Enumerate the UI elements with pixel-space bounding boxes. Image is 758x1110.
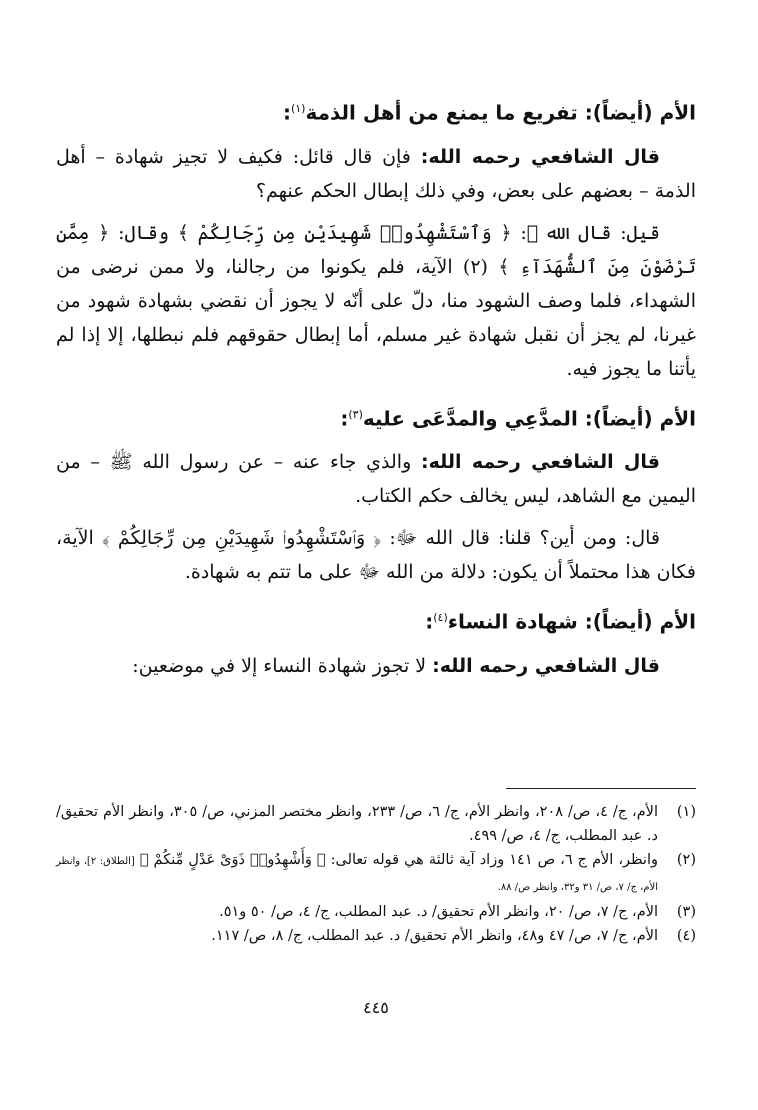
paragraph-text: قيل: قال الله ﷻ: ﴿ وَٱسْتَشْهِدُوا۟ شَهِيدَيْنِ مِن رِّجَالِكُمْ ﴾ وقال: ﴿ مِمَّن تَرْضَوْنَ مِنَ ٱلشُّهَدَآءِ ﴾ (٢) الآية، فلم يكونوا من رجالنا، ولا ممن نرضى من الشهداء، فلما وصف الشهود منا، دلّ على أنّه لا يجوز أن نقضي بشهادة شهود من غيرنا، لم يجز أن نقبل شهادة غير مسلم، أما إبطال حقوقهم فلم نبطلها، إلا إذا لم يأتنا ما يجوز فيه. [56, 221, 696, 380]
paragraph [56, 445, 696, 513]
footnote-number: (١) [676, 804, 696, 820]
book-page [56, 88, 696, 1088]
page-number: ٤٤٥ [363, 998, 389, 1017]
paragraph [56, 649, 696, 683]
paragraph [56, 140, 696, 208]
section-heading: الأم (أيضاً): تفريع ما يمنع من أهل الذمة$^{(١)}$: [282, 100, 696, 125]
footnote-item [56, 848, 696, 900]
footnote-item [56, 924, 696, 948]
footnote-number: (٣) [676, 904, 696, 920]
section-heading: الأم (أيضاً): المدَّعِي والمدَّعَى عليه$^{(٣)}$: [340, 406, 696, 431]
footnote-citation: [الطلاق: ٢]، وانظر الأم، ج/ ٧، ص/ ٣١ و٣٢، وانظر ص/ ٨٨. [56, 856, 658, 893]
footnote-marker[interactable]: (٤) [433, 611, 448, 625]
footnote-item [56, 800, 696, 848]
footnote-item [56, 900, 696, 924]
footnote-number: (٢) [676, 852, 696, 868]
footnotes-list [56, 800, 696, 948]
paragraph [56, 521, 696, 589]
section-2 [56, 394, 696, 590]
speaker-lead: قال الشافعي رحمه الله: [420, 145, 660, 168]
footnote-text: الأم، ج/ ٤، ص/ ٢٠٨، وانظر الأم، ج/ ٦، ص/ ٢٣٣، وانظر مختصر المزني، ص/ ٣٠٥، وانظر الأم تحقيق/ د. عبد المطلب، ج/ ٤، ص/ ٤٩٩. [56, 804, 658, 844]
paragraph-text: لا تجوز شهادة النساء إلا في موضعين: [132, 654, 433, 677]
section-1 [56, 88, 696, 386]
paragraph-text: والذي جاء عنه – عن رسول الله ﷺ – من اليمين مع الشاهد، ليس يخالف حكم الكتاب. [56, 451, 696, 508]
section-3 [56, 597, 696, 683]
footnote-number: (٤) [676, 928, 696, 944]
section-heading: الأم (أيضاً): شهادة النساء$^{(٤)}$: [425, 609, 696, 634]
footnote-marker[interactable]: (٣) [348, 407, 363, 421]
speaker-lead: قال الشافعي رحمه الله: [421, 451, 660, 474]
footnote-marker[interactable]: (١) [290, 102, 306, 115]
speaker-lead: قال الشافعي رحمه الله: [432, 654, 660, 677]
footnote-text: الأم، ج/ ٧، ص/ ٢٠، وانظر الأم تحقيق/ د. عبد المطلب، ج/ ٤، ص/ ٥٠ و٥١. [219, 904, 658, 920]
footnote-text: وانظر، الأم ج ٦، ص ١٤١ وزاد آية ثالثة هي قوله تعالى: ﴿ وَأَشْهِدُوا۟ ذَوَىْ عَدْلٍ مِّنكُمْ ﴾ [139, 852, 658, 868]
paragraph [56, 216, 696, 386]
footnote-text: الأم، ج/ ٧، ص/ ٤٧ و٤٨، وانظر الأم تحقيق/ د. عبد المطلب، ج/ ٨، ص/ ١١٧. [211, 928, 658, 944]
paragraph-text: قال: ومن أين؟ قلنا: قال الله ﷻ: ﴿ وَٱسْتَشْهِدُوا۟ شَهِيدَيْنِ مِن رِّجَالِكُمْ ﴾ الآية، فكان هذا محتملاً أن يكون: دلالة من الله ﷻ على ما تتم به شهادة. [56, 527, 696, 584]
paragraph-text: فإن قال قائل: فكيف لا تجيز شهادة – أهل الذمة – بعضهم على بعض، وفي ذلك إبطال الحكم عنهم؟ [56, 145, 696, 202]
footnote-divider [506, 788, 696, 789]
footnote-text-wrap [56, 848, 658, 900]
